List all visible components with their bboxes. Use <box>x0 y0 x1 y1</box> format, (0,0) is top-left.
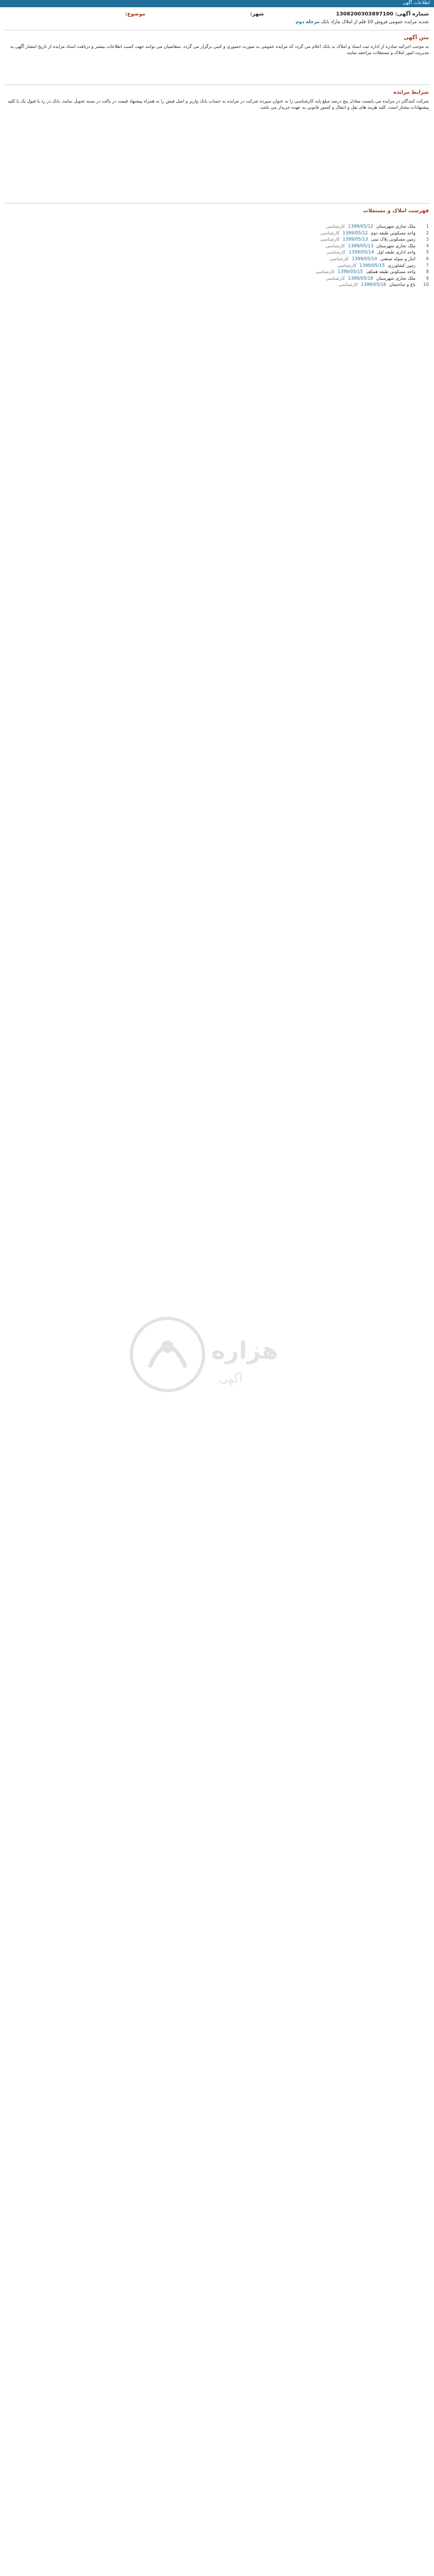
list-item-number: 9 <box>426 276 429 281</box>
terms-title: شرایط مزایده <box>393 90 429 95</box>
list-item-date: 1399/05/14 <box>352 256 377 262</box>
list-item-date: 1399/05/16 <box>348 276 374 281</box>
list-item <box>171 249 429 256</box>
list-item-date: 1399/05/13 <box>348 243 374 249</box>
list-item-tail: کارشناسی <box>337 263 357 268</box>
list-item-number: 8 <box>426 269 429 275</box>
watermark-logo <box>129 1316 283 1470</box>
list-item <box>171 243 429 250</box>
watermark-emblem-icon <box>129 1316 206 1393</box>
list-item-number: 6 <box>426 256 429 262</box>
ad-number-label: شماره آگهی: 1308200303897100 <box>336 11 429 17</box>
list-item-date: 1399/05/16 <box>361 282 387 288</box>
list-item-name: ملک تجاری شهرستان <box>376 224 415 229</box>
list-item-name: واحد اداری طبقه اول <box>377 250 415 256</box>
subtitle-text: تجدید مزایده عمومی فروش 10 قلم از املاک مازاد بانک <box>321 20 429 25</box>
list-item-tail: کارشناسی <box>325 276 345 281</box>
list-item-number: 4 <box>426 243 429 249</box>
list-item-name: باغ و ساختمان <box>389 282 415 288</box>
divider <box>4 203 430 204</box>
list-item-date: 1399/05/15 <box>337 269 363 275</box>
list-item-tail: کارشناسی <box>320 230 340 236</box>
divider <box>4 84 430 85</box>
list-item <box>171 263 429 269</box>
list-item-number: 2 <box>426 230 429 236</box>
watermark-sub: آگهی <box>219 1372 243 1385</box>
list-item <box>171 256 429 263</box>
list-item-name: ملک تجاری شهرستان <box>376 276 415 281</box>
list-item-tail: کارشناسی <box>329 256 349 262</box>
watermark-text: هزاره <box>211 1336 278 1364</box>
list-item-name: زمین مسکونی پلاک ثبتی <box>371 237 415 243</box>
top-bar-title: اطلاعات آگهی <box>403 1 430 6</box>
intro-title: متن آگهی <box>404 35 429 41</box>
list-item <box>171 236 429 243</box>
terms-paragraph: شرکت کنندگان در مزایده می بایست معادل پنج درصد مبلغ پایه کارشناسی را به عنوان سپرده شرکت در مزایده به حساب بانک واریز و اصل فیش را به همراه پیشنهاد قیمت در پاکت در بسته تحویل نمایند. بانک در رد یا قبول یک یا کلیه پیشنهادات مختار است. کلیه هزینه های نقل و انتقال و کسور قانونی به عهده خریدار می باشد. <box>8 99 429 110</box>
list-item-date: 1399/05/15 <box>359 263 385 268</box>
list-item-date: 1399/05/12 <box>342 230 368 236</box>
subject-label: موضوع: <box>125 11 145 17</box>
list-item-tail: کارشناسی <box>338 282 358 288</box>
list-title: فهرست املاک و مستغلات <box>363 208 429 214</box>
list-item-name: ملک تجاری شهرستان <box>376 243 415 249</box>
list-item-tail: کارشناسی <box>320 237 340 243</box>
top-bar <box>0 0 434 7</box>
list-item-date: 1399/05/13 <box>342 237 368 243</box>
list-item-name: واحد مسکونی طبقه دوم <box>371 230 415 236</box>
intro-paragraph: به موجب اجرائیه صادره از اداره ثبت اسناد و املاک به بانک اعلام می گردد که مزایده عمومی به صورت حضوری و کتبی برگزار می گردد. متقاضیان می توانند جهت کسب اطلاعات بیشتر و دریافت اسناد مزایده از تاریخ انتشار آگهی به مدیریت امور املاک و مستغلات مراجعه نمایند. <box>10 44 429 56</box>
list-item <box>171 230 429 237</box>
list-item-number: 10 <box>423 282 429 288</box>
list-item-number: 3 <box>426 237 429 243</box>
subtitle <box>6 20 429 25</box>
list-item <box>171 276 429 282</box>
list-item <box>171 224 429 230</box>
list-item-number: 5 <box>426 250 429 256</box>
list-item-date: 1399/05/14 <box>348 250 374 256</box>
list-item-number: 1 <box>426 224 429 229</box>
list-item-name: انبار و سوله صنعتی <box>380 256 415 262</box>
list-item-tail: کارشناسی <box>325 224 345 229</box>
list-item <box>171 269 429 276</box>
list-item-tail: کارشناسی <box>325 243 345 249</box>
list-item-tail: کارشناسی <box>315 269 335 275</box>
list-item-date: 1399/05/12 <box>348 224 374 229</box>
list-item-number: 7 <box>426 263 429 268</box>
document <box>0 7 434 2576</box>
list-item-name: زمین کشاورزی <box>388 263 415 268</box>
list-item-name: واحد مسکونی طبقه همکف <box>365 269 415 275</box>
subtitle-link[interactable]: مرحله دوم <box>295 20 320 25</box>
list-item <box>171 282 429 289</box>
city-label: شهر: <box>250 11 264 17</box>
list-item-tail: کارشناسی <box>326 250 346 256</box>
